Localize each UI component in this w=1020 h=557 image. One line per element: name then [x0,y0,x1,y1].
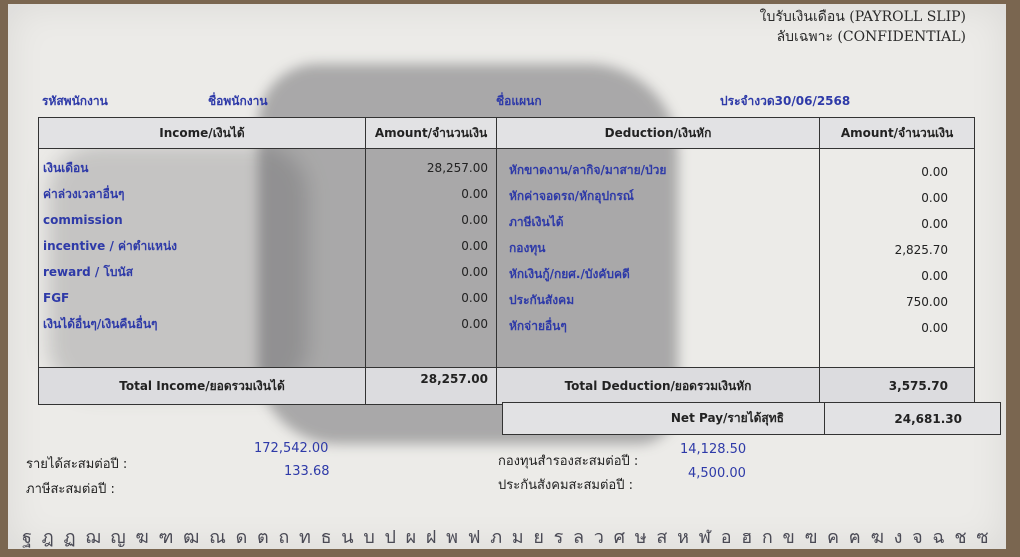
deduction-item-amount: 2,825.70 [894,243,948,257]
deduction-item-amount: 0.00 [921,191,948,205]
income-item-amount: 28,257.00 [426,161,488,175]
deduction-amounts [820,149,975,368]
net-pay-label: Net Pay/รายได้สุทธิ [503,403,825,435]
income-item-amount: 0.00 [461,317,488,331]
accumulated-income-label: รายได้สะสมต่อปี : [26,457,128,472]
income-item-label: FGF [43,291,70,305]
income-amount-header: Amount/จำนวนเงิน [366,118,497,149]
deduction-labels [497,149,820,368]
income-item-label: reward / โบนัส [43,265,134,279]
income-item-amount: 0.00 [461,291,488,305]
deduction-amount-header: Amount/จำนวนเงิน [820,118,975,149]
accumulated-sso-label: ประกันสังคมสะสมต่อปี : [498,478,633,493]
deduction-item-label: หักขาดงาน/ลากิจ/มาสาย/ป่วย [509,163,667,177]
deduction-column-header: Deduction/เงินหัก [497,118,820,149]
deduction-item-label: หักเงินกู้/กยศ./บังคับคดี [509,267,630,281]
period-label: ประจำงวด [720,94,775,108]
department-label: ชื่อแผนก [496,94,542,108]
income-labels [39,149,366,368]
income-amounts [366,149,497,368]
footer-print-strip: ฐ ฎ ฏ ฌ ญ ฆ ฑ ฒ ณ ด ต ถ ท ธ น บ ป ผ ฝ พ ฟ ภ ม ย ร ล ว ศ ษ ส ห ฬ อ ฮ ก ข ฃ ค ฅ ฆ ง จ ฉ ช ซ [22,527,991,548]
income-item-label: เงินได้อื่นๆ/เงินคืนอื่นๆ [43,317,158,331]
payroll-slip [8,4,1006,549]
deduction-item-amount: 0.00 [921,217,948,231]
income-item-amount: 0.00 [461,187,488,201]
income-item-amount: 0.00 [461,213,488,227]
period-value: 30/06/2568 [774,94,851,108]
deduction-item-amount: 750.00 [906,295,948,309]
deduction-item-label: กองทุน [509,241,546,255]
deduction-item-label: หักจ่ายอื่นๆ [509,319,567,333]
deduction-item-amount: 0.00 [921,321,948,335]
deduction-item-label: หักค่าจอดรถ/หักอุปกรณ์ [509,189,634,203]
accumulated-fund-value: 14,128.50 [680,442,747,457]
accumulated-sso-value: 4,500.00 [688,466,746,481]
income-item-amount: 0.00 [461,239,488,253]
payroll-table [38,117,975,405]
net-pay-value: 24,681.30 [825,403,1001,435]
accumulated-tax-value: 133.68 [284,464,330,479]
income-item-amount: 0.00 [461,265,488,279]
deduction-item-label: ประกันสังคม [509,293,575,307]
period [720,92,850,111]
deduction-item-label: ภาษีเงินได้ [509,215,564,229]
accumulated-tax-label: ภาษีสะสมต่อปี : [26,482,115,497]
income-item-label: incentive / ค่าตำแหน่ง [43,239,178,253]
slip-title: ใบรับเงินเดือน (PAYROLL SLIP) [759,9,966,25]
total-deduction-value: 3,575.70 [820,368,975,405]
confidential-label: ลับเฉพาะ (CONFIDENTIAL) [776,29,966,45]
total-income-value: 28,257.00 [366,368,497,405]
employee-id-label: รหัสพนักงาน [42,94,108,108]
total-deduction-label: Total Deduction/ยอดรวมเงินหัก [497,368,820,405]
net-pay-box [502,402,1001,435]
income-item-label: commission [43,213,123,227]
deduction-item-amount: 0.00 [921,269,948,283]
income-column-header: Income/เงินได้ [39,118,366,149]
accumulated-fund-label: กองทุนสำรองสะสมต่อปี : [498,454,639,469]
income-item-label: ค่าล่วงเวลาอื่นๆ [43,187,125,201]
accumulated-income-value: 172,542.00 [254,441,329,456]
income-item-label: เงินเดือน [43,161,89,175]
total-income-label: Total Income/ยอดรวมเงินได้ [39,368,366,405]
employee-name-label: ชื่อพนักงาน [208,94,268,108]
deduction-item-amount: 0.00 [921,165,948,179]
